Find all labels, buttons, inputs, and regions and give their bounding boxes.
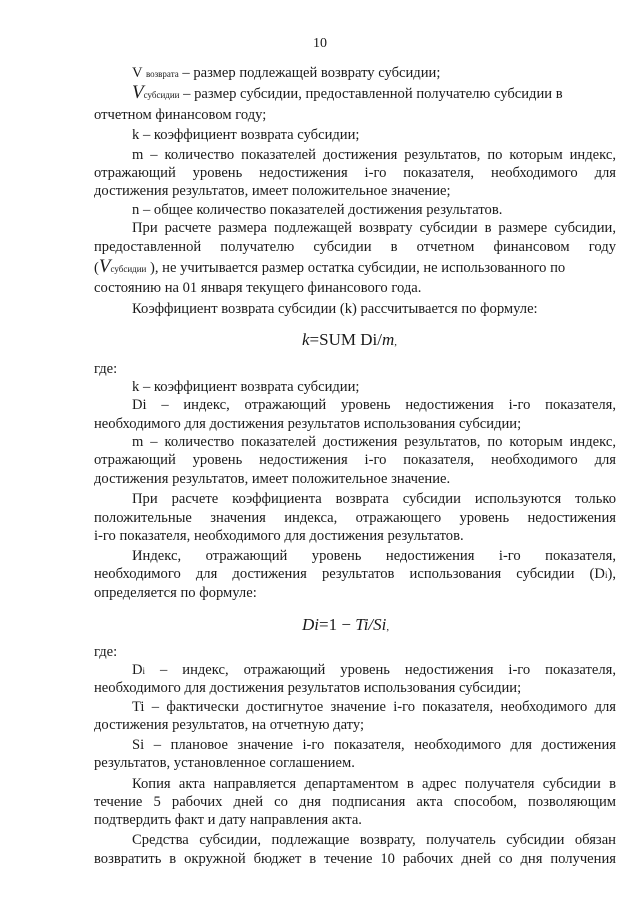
text-line: возвратить в окружной бюджет в течение 10 рабочих дней со дня получения: [94, 851, 616, 867]
text-line: n – общее количество показателей достижения результатов.: [132, 202, 503, 218]
text-line: Копия акта направляется департаментом в адрес получателя субсидии в: [132, 776, 616, 792]
text-line: достижения результатов, имеет положительное значение;: [94, 183, 451, 199]
text-line: необходимого для достижения результатов использования субсидии;: [94, 416, 522, 432]
line-text: – размер подлежащей возврату субсидии;: [178, 65, 441, 81]
var-symbol: V: [98, 256, 111, 277]
text-line: необходимого для достижения результатов использования субсидии;: [94, 680, 522, 696]
text-line: определяется по формуле:: [94, 585, 257, 601]
text-line: достижения результатов, на отчетную дату;: [94, 717, 365, 733]
text-line: [132, 64, 440, 83]
text-line: где:: [94, 361, 118, 377]
formula-di: [302, 615, 389, 635]
text-line: достижения результатов, имеет положительное значение.: [94, 471, 451, 487]
text-line: m – количество показателей достижения результатов, по которым индекс,: [132, 434, 616, 450]
text-line: отчетном финансовом году;: [94, 107, 267, 123]
subscript: i: [604, 570, 608, 580]
text-line: отражающий уровень недостижения i-го показателя, необходимого для: [94, 165, 616, 181]
page-number: 10: [313, 36, 327, 51]
formula-comma: ,: [386, 621, 390, 633]
formula-lhs: Di: [302, 615, 319, 634]
subscript: субсидии: [110, 264, 147, 274]
formula-var-m: m: [381, 330, 395, 349]
text-line: [132, 661, 616, 680]
text-line: i-го показателя, необходимого для достижения результатов.: [94, 528, 464, 544]
formula-rhs: Ti/Si: [355, 615, 387, 634]
paren: (: [94, 260, 99, 276]
subscript: i: [142, 666, 146, 676]
text-line: Коэффициент возврата субсидии (k) рассчитывается по формуле:: [132, 301, 538, 317]
text-line: [132, 84, 563, 104]
var-symbol: V: [132, 65, 146, 81]
text-line: m – количество показателей достижения результатов, по которым индекс,: [132, 147, 616, 163]
formula-comma: ,: [394, 336, 397, 348]
line-text: D: [132, 662, 143, 678]
subscript: возврата: [145, 69, 179, 79]
text-line: подтвердить факт и дату направления акта.: [94, 812, 362, 828]
formula-expression: =SUM Di/: [309, 330, 382, 349]
text-line: k – коэффициент возврата субсидии;: [132, 379, 360, 395]
line-text: необходимого для достижения результатов использования субсидии (D: [94, 566, 605, 582]
formula-lhs: k: [302, 330, 310, 349]
text-line: Индекс, отражающий уровень недостижения i-го показателя,: [132, 548, 616, 564]
subscript: субсидии: [143, 90, 180, 100]
text-line: Средства субсидии, подлежащие возврату, получатель субсидии обязан: [132, 832, 616, 848]
text-line: результатов, установленное соглашением.: [94, 755, 355, 771]
var-symbol: V: [132, 82, 144, 103]
text-line: состоянию на 01 января текущего финансового года.: [94, 280, 422, 296]
text-line: [94, 565, 616, 584]
line-text: – размер субсидии, предоставленной получателю субсидии в: [179, 86, 563, 102]
text-line: При расчете коэффициента возврата субсидии используются только: [132, 491, 616, 507]
text-line: положительные значения индекса, отражающего уровень недостижения: [94, 510, 616, 526]
formula-expression: =1 −: [319, 615, 356, 634]
text-line: [94, 258, 565, 278]
text-line: отражающий уровень недостижения i-го показателя, необходимого для: [94, 452, 616, 468]
text-line: течение 5 рабочих дней со дня подписания акта способом, позволяющим: [94, 794, 616, 810]
text-line: Ti – фактически достигнутое значение i-го показателя, необходимого для: [132, 699, 616, 715]
text-line: При расчете размера подлежащей возврату субсидии в размере субсидии,: [132, 220, 616, 236]
text-line: Di – индекс, отражающий уровень недостижения i-го показателя,: [132, 397, 616, 413]
line-text-tail: – индекс, отражающий уровень недостижения i-го показателя,: [145, 662, 616, 678]
formula-k: [302, 330, 397, 350]
line-text: ), не учитывается размер остатка субсидии, не использованного по: [146, 260, 566, 276]
text-line: Si – плановое значение i-го показателя, необходимого для достижения: [132, 737, 616, 753]
text-line: предоставленной получателю субсидии в отчетном финансовом году: [94, 239, 616, 255]
text-line: где:: [94, 644, 118, 660]
text-line: k – коэффициент возврата субсидии;: [132, 127, 360, 143]
line-text-tail: ),: [607, 566, 616, 582]
